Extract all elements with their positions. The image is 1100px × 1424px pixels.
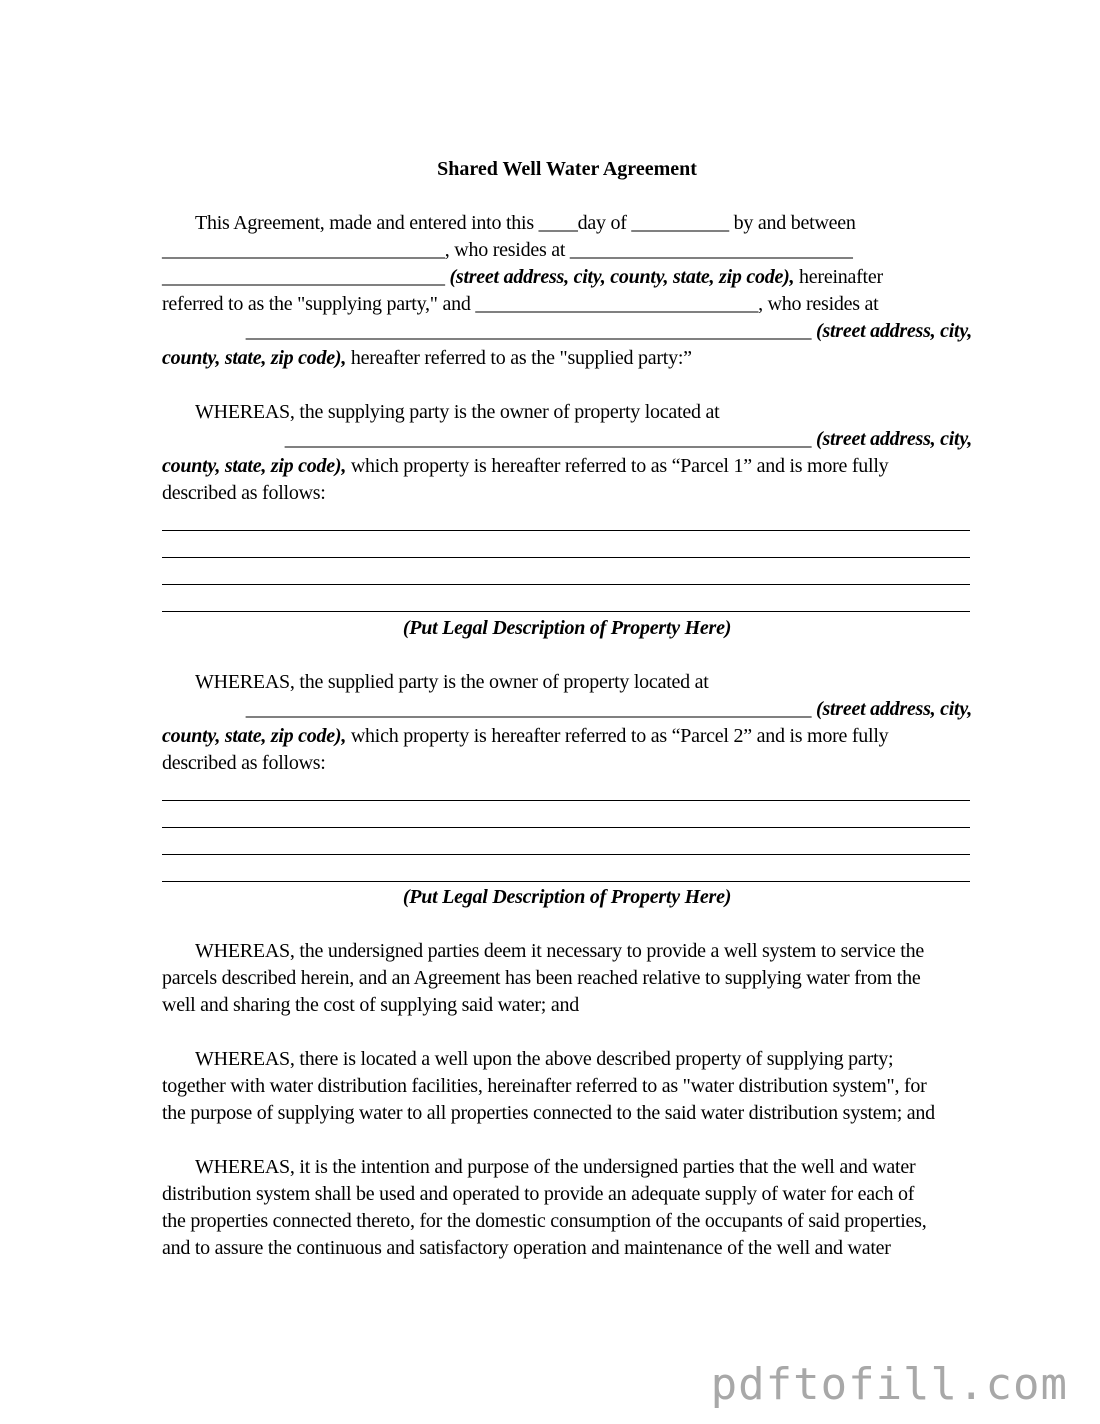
legal-description-caption: (Put Legal Description of Property Here): [402, 617, 732, 639]
whereas2-line-1: WHEREAS, the supplied party is the owner of property located at: [195, 671, 709, 693]
blank-field: __________________________________________________________: [245, 698, 812, 720]
address-hint: (street address, city,: [816, 428, 972, 450]
legal-description-blank-line: [162, 800, 970, 801]
whereas5-line-3: the properties connected thereto, for the domestic consumption of the occupants of said properties,: [162, 1210, 927, 1232]
document-page: [162, 0, 972, 1424]
intro-line-5: [162, 318, 972, 345]
legal-description-blank-line: [162, 854, 970, 855]
whereas3-line-1: WHEREAS, the undersigned parties deem it necessary to provide a well system to service the: [195, 940, 924, 962]
intro-text: hereinafter: [799, 266, 883, 288]
whereas3-line-2: parcels described herein, and an Agreement has been reached relative to supplying water from the: [162, 967, 921, 989]
address-hint: county, state, zip code),: [162, 725, 347, 747]
whereas-text: which property is hereafter referred to as “Parcel 2” and is more fully: [350, 725, 889, 747]
whereas1-line-2: [162, 426, 972, 453]
whereas2-line-3: [162, 723, 888, 750]
address-hint: (street address, city, county, state, zip code),: [449, 266, 795, 288]
whereas2-line-2: [162, 696, 972, 723]
document-title: Shared Well Water Agreement: [437, 158, 697, 180]
watermark: pdftofill.com: [710, 1359, 1068, 1410]
whereas5-line-1: WHEREAS, it is the intention and purpose of the undersigned parties that the well and water: [195, 1156, 916, 1178]
blank-field: _____________________________: [162, 266, 445, 288]
whereas4-line-3: the purpose of supplying water to all properties connected to the said water distribution system; and: [162, 1102, 935, 1124]
address-hint: county, state, zip code),: [162, 455, 347, 477]
whereas4-line-1: WHEREAS, there is located a well upon the above described property of supplying party;: [195, 1048, 894, 1070]
legal-description-blank-line: [162, 881, 970, 882]
intro-line-6: [162, 345, 692, 372]
legal-description-caption: (Put Legal Description of Property Here): [402, 886, 732, 908]
intro-line-1: This Agreement, made and entered into this ____day of __________ by and between: [195, 212, 856, 234]
blank-field: __________________________________________________________: [245, 320, 812, 342]
address-hint: county, state, zip code),: [162, 347, 347, 369]
whereas1-line-3: [162, 453, 888, 480]
blank-field: ______________________________________________________: [284, 428, 812, 450]
legal-description-blank-line: [162, 584, 970, 585]
legal-description-blank-line: [162, 827, 970, 828]
address-hint: (street address, city,: [816, 320, 972, 342]
whereas1-line-1: WHEREAS, the supplying party is the owner of property located at: [195, 401, 720, 423]
intro-line-4: referred to as the "supplying party," and _____________________________, who resides at: [162, 293, 879, 315]
whereas-text: which property is hereafter referred to as “Parcel 1” and is more fully: [350, 455, 889, 477]
whereas1-line-4: described as follows:: [162, 482, 326, 504]
whereas2-line-4: described as follows:: [162, 752, 326, 774]
whereas4-line-2: together with water distribution facilities, hereinafter referred to as "water distribution system", for: [162, 1075, 927, 1097]
whereas3-line-3: well and sharing the cost of supplying said water; and: [162, 994, 579, 1016]
legal-description-blank-line: [162, 530, 970, 531]
intro-line-3: [162, 264, 883, 291]
intro-line-2: _____________________________, who resides at _____________________________: [162, 239, 853, 261]
legal-description-blank-line: [162, 557, 970, 558]
intro-text: hereafter referred to as the "supplied party:”: [350, 347, 692, 369]
whereas5-line-2: distribution system shall be used and operated to provide an adequate supply of water for each of: [162, 1183, 915, 1205]
address-hint: (street address, city,: [816, 698, 972, 720]
whereas5-line-4: and to assure the continuous and satisfactory operation and maintenance of the well and water: [162, 1237, 891, 1259]
legal-description-blank-line: [162, 611, 970, 612]
